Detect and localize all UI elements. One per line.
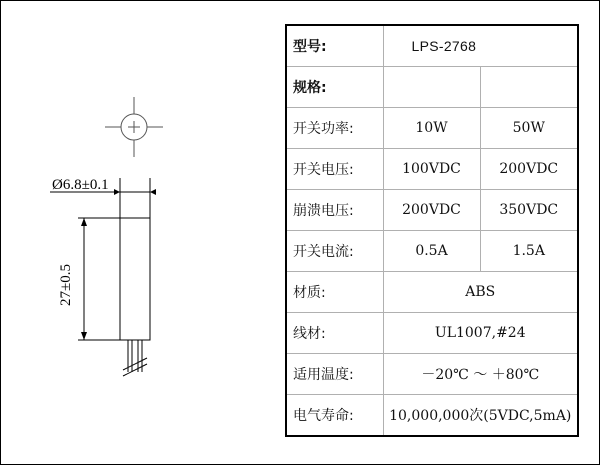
wire-value: UL1007,#24 [383,313,578,354]
life-value: 10,000,000次(5VDC,5mA) [383,395,578,437]
diameter-label: Ø6.8±0.1 [52,177,109,193]
spec-header-row [286,67,578,108]
row-value-1: 100VDC [383,149,480,190]
row-label: 开关电压: [286,149,383,190]
sensor-body [120,218,150,340]
model-label: 型号: [286,25,383,67]
row-label: 开关电流: [286,231,383,272]
row-label: 开关功率: [286,108,383,149]
temperature-label: 适用温度: [286,354,383,395]
wire-row [286,313,578,354]
life-label: 电气寿命: [286,395,383,437]
temperature-row [286,354,578,395]
row-value-1: 0.5A [383,231,480,272]
spec-row-voltage [286,149,578,190]
spec-title: 规格: [286,67,383,108]
material-label: 材质: [286,272,383,313]
material-value: ABS [383,272,578,313]
row-value-1: 200VDC [383,190,480,231]
spec-row-current [286,231,578,272]
length-label: 27±0.5 [58,264,74,306]
row-label: 崩溃电压: [286,190,383,231]
model-row [286,25,578,67]
row-value-2: 50W [480,108,578,149]
row-value-1: 10W [383,108,480,149]
wire-label: 线材: [286,313,383,354]
material-row [286,272,578,313]
spec-header-empty-1 [383,67,480,108]
temperature-value: －20℃ ～ ＋80℃ [383,354,578,395]
row-value-2: 200VDC [480,149,578,190]
lead-wires [123,340,147,376]
spec-table [285,24,579,437]
length-dimension [78,218,120,340]
spec-row-power [286,108,578,149]
model-value: LPS-2768 [383,25,578,67]
life-row [286,395,578,437]
spec-header-empty-2 [480,67,578,108]
row-value-2: 350VDC [480,190,578,231]
top-view-symbol [105,97,163,157]
row-value-2: 1.5A [480,231,578,272]
spec-row-breakdown [286,190,578,231]
technical-drawing [0,0,270,465]
